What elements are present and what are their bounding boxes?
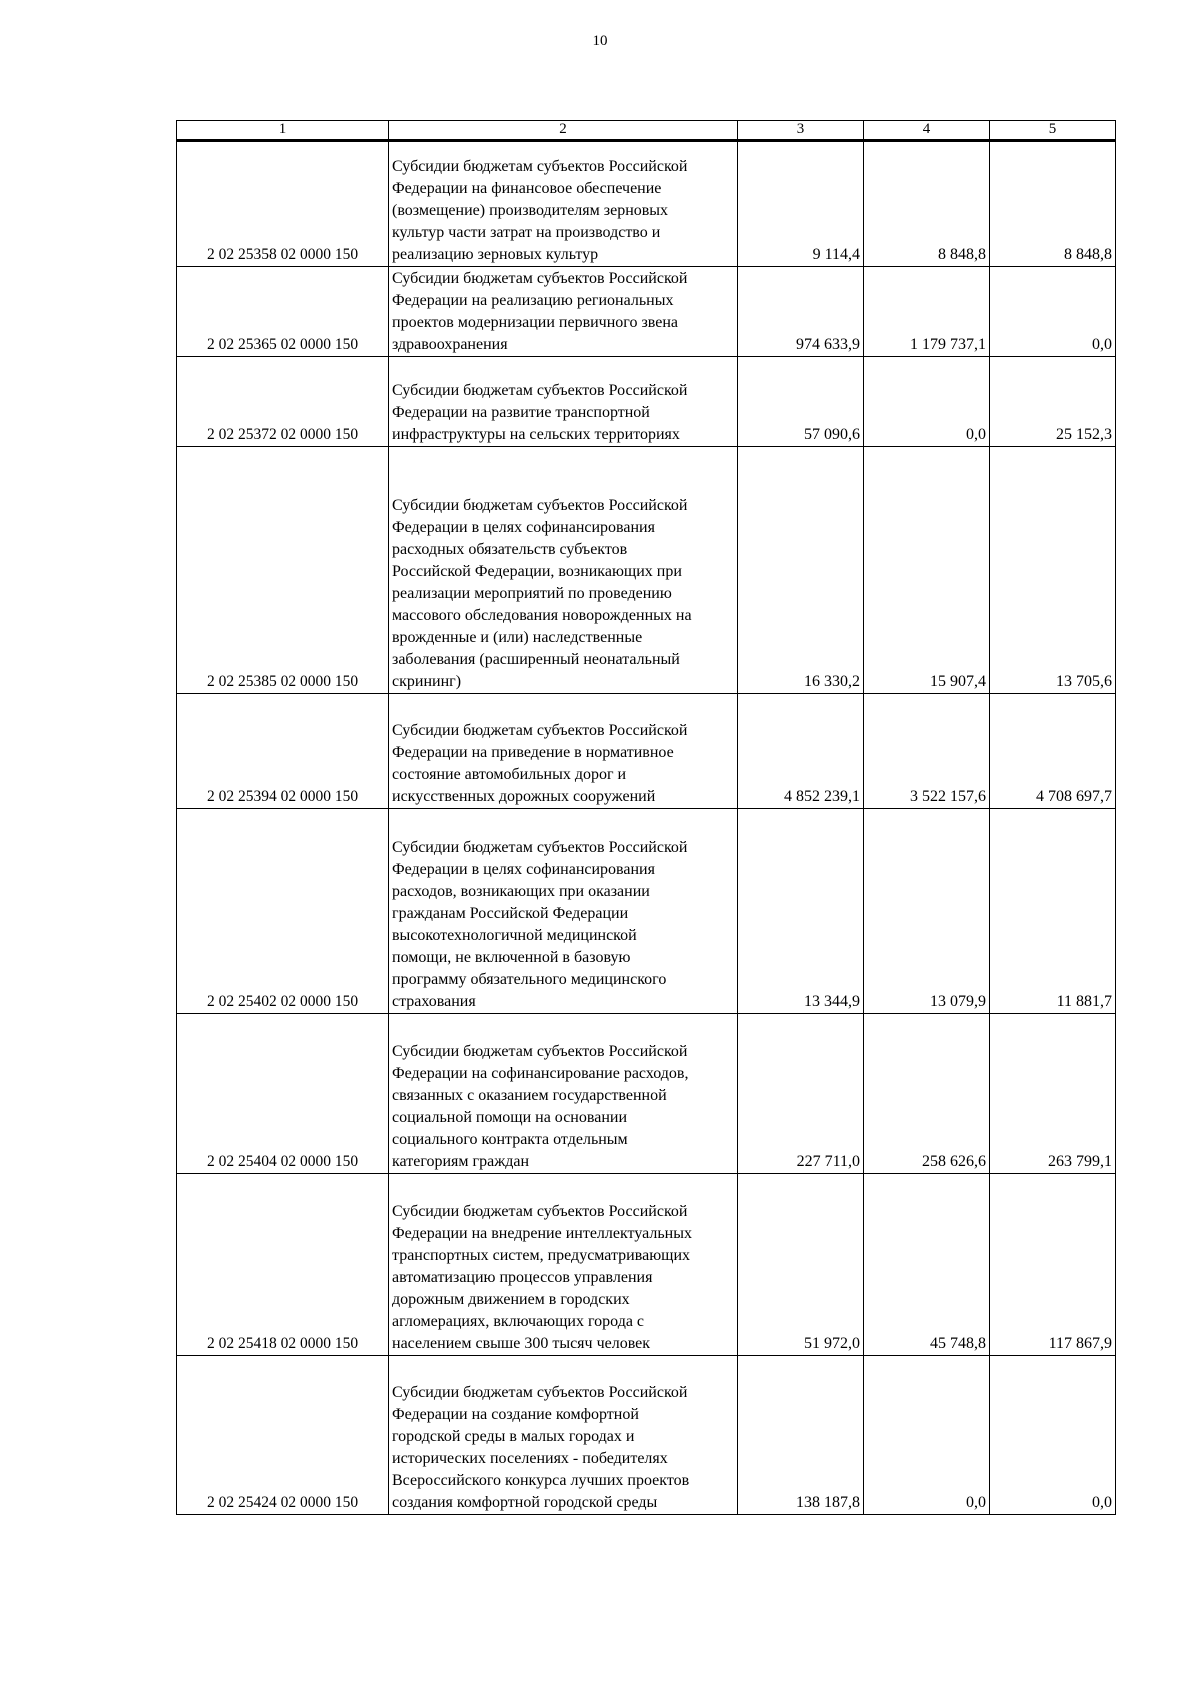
- value-col5-cell: 8 848,8: [990, 141, 1116, 267]
- value-col5-cell: 11 881,7: [990, 809, 1116, 1014]
- description-text: Субсидии бюджетам субъектов Российской Федерации в целях софинансирования расходных обязательств субъектов Российской Федерации, возникающих при реализации мероприятий по проведению массового обследования новорожденных на врожденные и (или) наследственные заболевания (расширенный неонатальный скрининг): [392, 497, 692, 690]
- description-cell: [389, 694, 738, 809]
- budget-code-cell: 2 02 25402 02 0000 150: [177, 809, 389, 1014]
- description-cell: [389, 1014, 738, 1174]
- value-col3-cell: 138 187,8: [738, 1356, 864, 1515]
- value-col4-cell: 45 748,8: [864, 1174, 990, 1356]
- description-text: Субсидии бюджетам субъектов Российской Федерации в целях софинансирования расходов, возникающих при оказании гражданам Российской Федерации высокотехнологичной медицинской помощи, не включенной в базовую программу обязательного медицинского страхования: [392, 839, 688, 1010]
- value-col5-cell: 263 799,1: [990, 1014, 1116, 1174]
- value-col3-cell: 51 972,0: [738, 1174, 864, 1356]
- value-col3-cell: 9 114,4: [738, 141, 864, 267]
- table-row: [177, 809, 1116, 1014]
- value-col3-cell: 4 852 239,1: [738, 694, 864, 809]
- budget-code-cell: 2 02 25358 02 0000 150: [177, 141, 389, 267]
- column-header: 1: [177, 121, 389, 141]
- budget-code-cell: 2 02 25385 02 0000 150: [177, 447, 389, 694]
- description-text: Субсидии бюджетам субъектов Российской Федерации на развитие транспортной инфраструктуры на сельских территориях: [392, 382, 688, 443]
- description-cell: [389, 809, 738, 1014]
- value-col4-cell: 0,0: [864, 357, 990, 447]
- value-col4-cell: 258 626,6: [864, 1014, 990, 1174]
- value-col3-cell: 13 344,9: [738, 809, 864, 1014]
- page-number: 10: [592, 33, 608, 49]
- table-row: [177, 694, 1116, 809]
- description-cell: [389, 447, 738, 694]
- value-col5-cell: 25 152,3: [990, 357, 1116, 447]
- description-text: Субсидии бюджетам субъектов Российской Федерации на реализацию региональных проектов модернизации первичного звена здравоохранения: [392, 270, 688, 353]
- table-row: [177, 267, 1116, 357]
- description-text: Субсидии бюджетам субъектов Российской Федерации на приведение в нормативное состояние автомобильных дорог и искусственных дорожных сооружений: [392, 722, 688, 805]
- table-row: [177, 141, 1116, 267]
- budget-code-cell: 2 02 25418 02 0000 150: [177, 1174, 389, 1356]
- budget-code-cell: 2 02 25404 02 0000 150: [177, 1014, 389, 1174]
- budget-table: [176, 120, 1116, 1515]
- value-col5-cell: 13 705,6: [990, 447, 1116, 694]
- description-cell: [389, 267, 738, 357]
- value-col3-cell: 16 330,2: [738, 447, 864, 694]
- column-header: 4: [864, 121, 990, 141]
- budget-code-cell: 2 02 25424 02 0000 150: [177, 1356, 389, 1515]
- description-cell: [389, 357, 738, 447]
- table-row: [177, 1356, 1116, 1515]
- value-col4-cell: 3 522 157,6: [864, 694, 990, 809]
- description-cell: [389, 1356, 738, 1515]
- budget-code-cell: 2 02 25372 02 0000 150: [177, 357, 389, 447]
- value-col4-cell: 15 907,4: [864, 447, 990, 694]
- value-col3-cell: 974 633,9: [738, 267, 864, 357]
- description-text: Субсидии бюджетам субъектов Российской Федерации на создание комфортной городской среды в малых городах и исторических поселениях - победителях Всероссийского конкурса лучших проектов создания комфортной городской среды: [392, 1384, 690, 1511]
- description-text: Субсидии бюджетам субъектов Российской Федерации на финансовое обеспечение (возмещение) производителям зерновых культур части затрат на производство и реализацию зерновых культур: [392, 158, 688, 263]
- description-text: Субсидии бюджетам субъектов Российской Федерации на внедрение интеллектуальных транспортных систем, предусматривающих автоматизацию процессов управления дорожным движением в городских агломерациях, включающих города с населением свыше 300 тысяч человек: [392, 1203, 692, 1352]
- value-col5-cell: 0,0: [990, 1356, 1116, 1515]
- column-header: 3: [738, 121, 864, 141]
- value-col5-cell: 117 867,9: [990, 1174, 1116, 1356]
- value-col5-cell: 0,0: [990, 267, 1116, 357]
- description-cell: [389, 1174, 738, 1356]
- value-col4-cell: 1 179 737,1: [864, 267, 990, 357]
- budget-code-cell: 2 02 25365 02 0000 150: [177, 267, 389, 357]
- value-col4-cell: 0,0: [864, 1356, 990, 1515]
- table-body: [177, 141, 1116, 1515]
- table-row: [177, 447, 1116, 694]
- description-text: Субсидии бюджетам субъектов Российской Федерации на софинансирование расходов, связанных с оказанием государственной социальной помощи на основании социального контракта отдельным категориям граждан: [392, 1043, 689, 1170]
- table-header-row: [177, 121, 1116, 141]
- value-col4-cell: 8 848,8: [864, 141, 990, 267]
- value-col3-cell: 227 711,0: [738, 1014, 864, 1174]
- description-cell: [389, 141, 738, 267]
- value-col3-cell: 57 090,6: [738, 357, 864, 447]
- budget-code-cell: 2 02 25394 02 0000 150: [177, 694, 389, 809]
- table-row: [177, 1174, 1116, 1356]
- table-row: [177, 357, 1116, 447]
- column-header: 5: [990, 121, 1116, 141]
- column-header: 2: [389, 121, 738, 141]
- value-col4-cell: 13 079,9: [864, 809, 990, 1014]
- table-row: [177, 1014, 1116, 1174]
- value-col5-cell: 4 708 697,7: [990, 694, 1116, 809]
